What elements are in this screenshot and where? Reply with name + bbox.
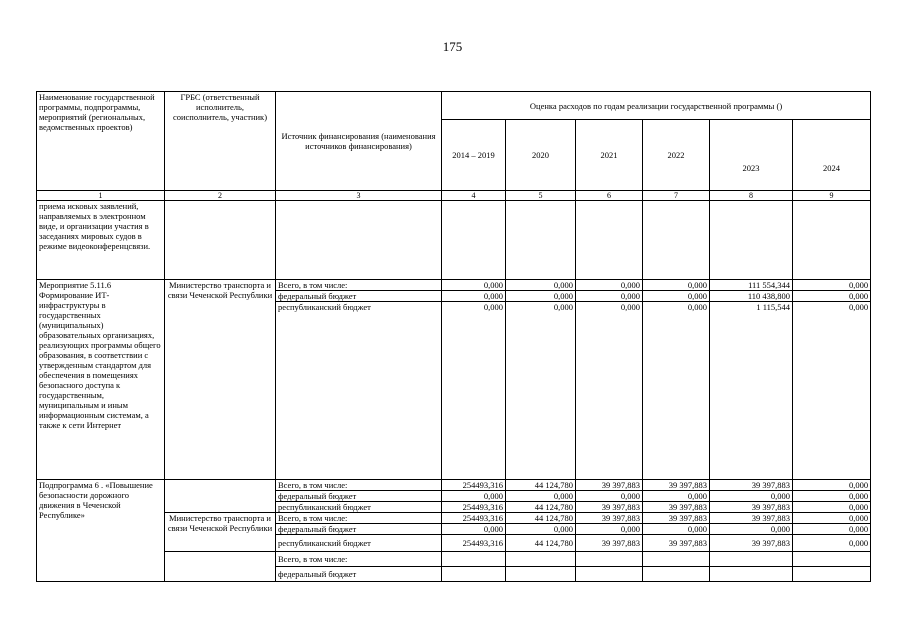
value-cell: 44 124,780	[506, 502, 576, 513]
value-cell: 0,000	[710, 524, 793, 535]
subprogram-6-grbs: Министерство транспорта и связи Чеченской Республики	[165, 513, 276, 552]
value-cell: 39 397,883	[643, 480, 710, 491]
column-index: 9	[793, 191, 871, 201]
value-cell: 39 397,883	[710, 502, 793, 513]
value-cell: 39 397,883	[643, 502, 710, 513]
empty-cell	[793, 567, 871, 582]
header-year-2020: 2020	[506, 120, 576, 191]
value-cell: 39 397,883	[710, 513, 793, 524]
value-cell: 0,000	[506, 280, 576, 291]
subprogram-6-name: Подпрограмма 6 . «Повышение безопасности дорожного движения в Чеченской Республике»	[37, 480, 165, 582]
column-index: 8	[710, 191, 793, 201]
table-row	[37, 280, 871, 291]
column-index: 3	[276, 191, 442, 201]
value-cell: 254493,316	[442, 502, 506, 513]
activity-5-11-6-grbs: Министерство транспорта и связи Чеченской Республики	[165, 280, 276, 480]
value-cell: 0,000	[576, 291, 643, 302]
value-cell: 0,000	[442, 291, 506, 302]
empty-cell	[576, 552, 643, 567]
value-cell: 39 397,883	[576, 513, 643, 524]
value-cell: 0,000	[506, 524, 576, 535]
empty-cell	[710, 567, 793, 582]
value-cell: 0,000	[793, 513, 871, 524]
empty-cell	[710, 552, 793, 567]
empty-cell	[643, 552, 710, 567]
value-cell: 0,000	[710, 491, 793, 502]
value-cell: 0,000	[643, 491, 710, 502]
value-cell: 39 397,883	[643, 535, 710, 552]
empty-cell	[442, 567, 506, 582]
header-source: Источник финансирования (наименования источников финансирования)	[276, 92, 442, 191]
value-cell: 0,000	[793, 502, 871, 513]
column-index-row	[37, 191, 871, 201]
value-cell: 0,000	[793, 280, 871, 291]
source-cell: Всего, в том числе:	[276, 480, 442, 491]
continuation-activity-name: приема исковых заявлений, направляемых в электронном виде, и организации участия в заседаниях мировых судов в режиме видеоконференцсвязи.	[37, 201, 165, 280]
value-cell: 0,000	[793, 291, 871, 302]
empty-cell	[276, 201, 442, 280]
header-program-name: Наименование государственной программы, подпрограммы, мероприятий (региональных, ведомственных проектов)	[37, 92, 165, 191]
value-cell: 110 438,800	[710, 291, 793, 302]
source-cell: республиканский бюджет	[276, 502, 442, 513]
source-cell: федеральный бюджет	[276, 567, 442, 582]
empty-cell	[506, 567, 576, 582]
empty-cell	[442, 552, 506, 567]
value-cell: 0,000	[576, 302, 643, 480]
value-cell: 254493,316	[442, 480, 506, 491]
value-cell: 44 124,780	[506, 480, 576, 491]
empty-cell	[576, 201, 643, 280]
value-cell: 39 397,883	[576, 535, 643, 552]
value-cell: 0,000	[442, 491, 506, 502]
header-grbs: ГРБС (ответственный исполнитель, соисполнитель, участник)	[165, 92, 276, 191]
header-year-2022: 2022	[643, 120, 710, 191]
value-cell: 39 397,883	[576, 480, 643, 491]
empty-cell	[165, 480, 276, 513]
empty-cell	[576, 567, 643, 582]
source-cell: федеральный бюджет	[276, 491, 442, 502]
empty-cell	[793, 201, 871, 280]
value-cell: 0,000	[506, 302, 576, 480]
header-year-2021: 2021	[576, 120, 643, 191]
value-cell: 0,000	[442, 302, 506, 480]
header-year-2014-2019: 2014 – 2019	[442, 120, 506, 191]
value-cell: 44 124,780	[506, 535, 576, 552]
value-cell: 0,000	[793, 535, 871, 552]
value-cell: 0,000	[643, 291, 710, 302]
value-cell: 0,000	[793, 524, 871, 535]
empty-cell	[165, 552, 276, 582]
value-cell: 0,000	[442, 280, 506, 291]
source-cell: Всего, в том числе:	[276, 513, 442, 524]
empty-cell	[643, 567, 710, 582]
source-cell: федеральный бюджет	[276, 291, 442, 302]
value-cell: 0,000	[576, 280, 643, 291]
source-cell: республиканский бюджет	[276, 302, 442, 480]
value-cell: 0,000	[643, 524, 710, 535]
column-index: 6	[576, 191, 643, 201]
empty-cell	[506, 201, 576, 280]
column-index: 5	[506, 191, 576, 201]
empty-cell	[710, 201, 793, 280]
value-cell: 111 554,344	[710, 280, 793, 291]
value-cell: 0,000	[442, 524, 506, 535]
column-index: 2	[165, 191, 276, 201]
table-row	[37, 201, 871, 280]
value-cell: 0,000	[643, 302, 710, 480]
empty-cell	[442, 201, 506, 280]
column-index: 4	[442, 191, 506, 201]
column-index: 7	[643, 191, 710, 201]
value-cell: 39 397,883	[576, 502, 643, 513]
value-cell: 0,000	[793, 302, 871, 480]
header-year-2024: 2024	[793, 120, 871, 191]
value-cell: 0,000	[643, 280, 710, 291]
header-expense-estimate: Оценка расходов по годам реализации государственной программы ()	[442, 92, 871, 120]
source-cell: республиканский бюджет	[276, 535, 442, 552]
budget-table	[36, 91, 871, 582]
empty-cell	[165, 201, 276, 280]
value-cell: 39 397,883	[710, 480, 793, 491]
activity-5-11-6-name: Мероприятие 5.11.6 Формирование ИТ-инфраструктуры в государственных (муниципальных) образовательных организациях, реализующих программы общего образования, в соответствии с утвержденным стандартом для обеспечения в помещениях безопасного доступа к государственным, муниципальным и иным информационным системам, а также к сети Интернет	[37, 280, 165, 480]
value-cell: 1 115,544	[710, 302, 793, 480]
empty-cell	[643, 201, 710, 280]
empty-cell	[793, 552, 871, 567]
value-cell: 254493,316	[442, 535, 506, 552]
column-index: 1	[37, 191, 165, 201]
value-cell: 39 397,883	[643, 513, 710, 524]
header-year-2023: 2023	[710, 120, 793, 191]
value-cell: 0,000	[576, 491, 643, 502]
page-number: 175	[442, 39, 463, 54]
table-row	[37, 480, 871, 491]
value-cell: 254493,316	[442, 513, 506, 524]
value-cell: 44 124,780	[506, 513, 576, 524]
value-cell: 0,000	[506, 291, 576, 302]
value-cell: 0,000	[576, 524, 643, 535]
source-cell: федеральный бюджет	[276, 524, 442, 535]
source-cell: Всего, в том числе:	[276, 552, 442, 567]
value-cell: 0,000	[506, 491, 576, 502]
value-cell: 0,000	[793, 491, 871, 502]
source-cell: Всего, в том числе:	[276, 280, 442, 291]
value-cell: 0,000	[793, 480, 871, 491]
value-cell: 39 397,883	[710, 535, 793, 552]
empty-cell	[506, 552, 576, 567]
